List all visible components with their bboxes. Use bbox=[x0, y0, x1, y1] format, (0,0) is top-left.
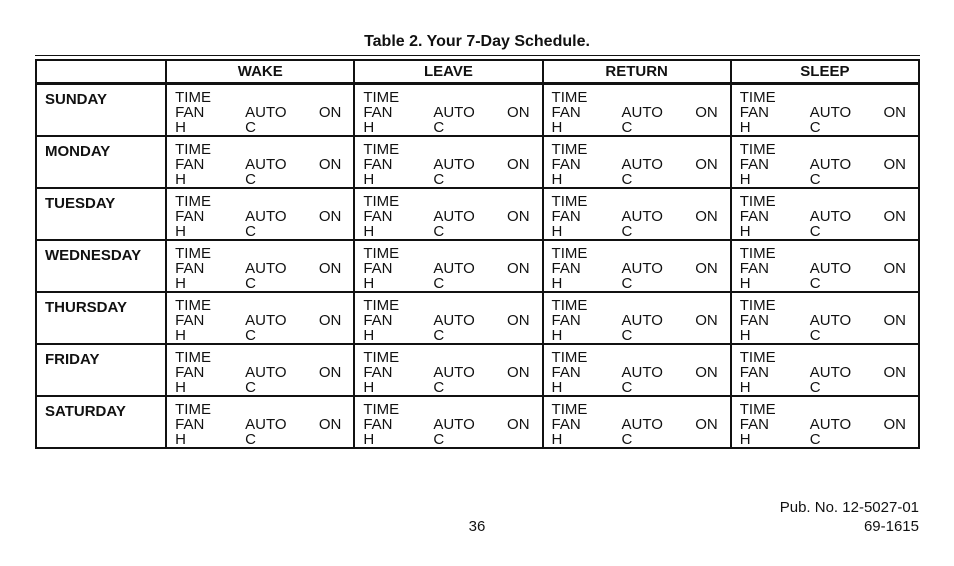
fan-label: FAN bbox=[175, 312, 205, 329]
table-row bbox=[36, 240, 919, 292]
heat-setpoint-label: H bbox=[739, 275, 751, 292]
schedule-cell-wake bbox=[166, 344, 354, 396]
fan-auto-option: AUTO bbox=[809, 312, 852, 329]
heat-setpoint-label: H bbox=[551, 379, 563, 396]
title-rule bbox=[35, 55, 920, 56]
fan-auto-option: AUTO bbox=[245, 364, 287, 381]
heat-setpoint-label: H bbox=[363, 171, 375, 188]
schedule-cell-sleep bbox=[731, 292, 919, 344]
heat-setpoint-label: H bbox=[551, 275, 563, 292]
fan-label: FAN bbox=[551, 208, 581, 225]
time-label: TIME bbox=[739, 297, 776, 314]
time-label: TIME bbox=[363, 141, 400, 158]
schedule-cell-wake bbox=[166, 292, 354, 344]
fan-on-option: ON bbox=[695, 104, 718, 121]
schedule-cell-sleep bbox=[731, 84, 919, 137]
table-title: Table 2. Your 7-Day Schedule. bbox=[364, 33, 590, 50]
fan-on-option: ON bbox=[318, 208, 342, 225]
fan-on-option: ON bbox=[507, 156, 530, 173]
fan-on-option: ON bbox=[883, 312, 906, 329]
day-label: THURSDAY bbox=[45, 299, 127, 316]
heat-setpoint-label: H bbox=[175, 275, 186, 292]
schedule-cell-return bbox=[543, 292, 731, 344]
cool-setpoint-label: C bbox=[621, 119, 633, 136]
schedule-cell-return bbox=[543, 136, 731, 188]
time-label: TIME bbox=[551, 193, 588, 210]
fan-on-option: ON bbox=[318, 416, 342, 433]
day-label: WEDNESDAY bbox=[45, 247, 142, 264]
day-label: TUESDAY bbox=[45, 195, 116, 212]
day-cell bbox=[36, 188, 166, 240]
heat-setpoint-label: H bbox=[175, 119, 186, 136]
heat-setpoint-label: H bbox=[551, 171, 563, 188]
fan-label: FAN bbox=[363, 312, 393, 329]
heat-setpoint-label: H bbox=[551, 327, 563, 344]
time-label: TIME bbox=[739, 349, 776, 366]
schedule-cell-return bbox=[543, 84, 731, 137]
schedule-cell-leave bbox=[354, 344, 542, 396]
heat-setpoint-label: H bbox=[363, 379, 375, 396]
fan-label: FAN bbox=[739, 260, 769, 277]
heat-setpoint-label: H bbox=[739, 171, 751, 188]
schedule-cell-sleep bbox=[731, 136, 919, 188]
fan-auto-option: AUTO bbox=[809, 260, 852, 277]
fan-auto-option: AUTO bbox=[621, 260, 663, 277]
fan-on-option: ON bbox=[695, 208, 718, 225]
time-label: TIME bbox=[551, 401, 588, 418]
fan-label: FAN bbox=[363, 104, 393, 121]
day-cell bbox=[36, 396, 166, 448]
heat-setpoint-label: H bbox=[739, 327, 751, 344]
fan-label: FAN bbox=[551, 312, 581, 329]
fan-label: FAN bbox=[739, 208, 769, 225]
cool-setpoint-label: C bbox=[621, 171, 633, 188]
cool-setpoint-label: C bbox=[433, 431, 445, 448]
heat-setpoint-label: H bbox=[363, 119, 375, 136]
corner-cell bbox=[36, 60, 166, 84]
fan-auto-option: AUTO bbox=[809, 364, 852, 381]
time-label: TIME bbox=[175, 297, 211, 314]
schedule-cell-return bbox=[543, 396, 731, 448]
time-label: TIME bbox=[175, 89, 211, 106]
day-label: SATURDAY bbox=[45, 403, 126, 420]
time-label: TIME bbox=[363, 89, 400, 106]
schedule-cell-return bbox=[543, 240, 731, 292]
schedule-cell-leave bbox=[354, 240, 542, 292]
schedule-cell-leave bbox=[354, 292, 542, 344]
fan-on-option: ON bbox=[318, 260, 342, 277]
cool-setpoint-label: C bbox=[433, 275, 445, 292]
heat-setpoint-label: H bbox=[363, 223, 375, 240]
heat-setpoint-label: H bbox=[551, 223, 563, 240]
fan-label: FAN bbox=[363, 260, 393, 277]
heat-setpoint-label: H bbox=[739, 223, 751, 240]
fan-label: FAN bbox=[363, 156, 393, 173]
fan-auto-option: AUTO bbox=[809, 208, 852, 225]
fan-on-option: ON bbox=[318, 312, 342, 329]
column-header-leave: LEAVE bbox=[354, 60, 542, 84]
schedule-cell-leave bbox=[354, 84, 542, 137]
schedule-cell-leave bbox=[354, 188, 542, 240]
fan-on-option: ON bbox=[507, 208, 530, 225]
fan-label: FAN bbox=[363, 364, 393, 381]
time-label: TIME bbox=[551, 141, 588, 158]
table-row bbox=[36, 136, 919, 188]
doc-number: 69-1615 bbox=[863, 518, 919, 535]
column-header-wake: WAKE bbox=[166, 60, 354, 84]
fan-on-option: ON bbox=[318, 156, 342, 173]
table-row bbox=[36, 292, 919, 344]
time-label: TIME bbox=[175, 141, 211, 158]
cool-setpoint-label: C bbox=[809, 223, 821, 240]
cool-setpoint-label: C bbox=[433, 379, 445, 396]
fan-on-option: ON bbox=[507, 312, 530, 329]
fan-label: FAN bbox=[739, 364, 769, 381]
fan-label: FAN bbox=[739, 312, 769, 329]
fan-auto-option: AUTO bbox=[245, 416, 287, 433]
fan-auto-option: AUTO bbox=[245, 104, 287, 121]
fan-auto-option: AUTO bbox=[433, 364, 475, 381]
table-row bbox=[36, 344, 919, 396]
fan-auto-option: AUTO bbox=[245, 260, 287, 277]
fan-on-option: ON bbox=[883, 364, 906, 381]
schedule-cell-sleep bbox=[731, 344, 919, 396]
header-row bbox=[36, 60, 919, 84]
heat-setpoint-label: H bbox=[363, 431, 375, 448]
fan-on-option: ON bbox=[695, 364, 718, 381]
day-label: FRIDAY bbox=[45, 351, 100, 368]
heat-setpoint-label: H bbox=[363, 275, 375, 292]
schedule-cell-wake bbox=[166, 136, 354, 188]
day-cell bbox=[36, 136, 166, 188]
fan-on-option: ON bbox=[695, 312, 718, 329]
fan-auto-option: AUTO bbox=[621, 156, 663, 173]
fan-on-option: ON bbox=[695, 260, 718, 277]
time-label: TIME bbox=[363, 297, 400, 314]
time-label: TIME bbox=[551, 297, 588, 314]
fan-label: FAN bbox=[551, 364, 581, 381]
day-cell bbox=[36, 344, 166, 396]
fan-on-option: ON bbox=[507, 104, 530, 121]
fan-label: FAN bbox=[739, 104, 769, 121]
cool-setpoint-label: C bbox=[245, 379, 256, 396]
fan-label: FAN bbox=[551, 260, 581, 277]
heat-setpoint-label: H bbox=[739, 119, 751, 136]
heat-setpoint-label: H bbox=[739, 379, 751, 396]
time-label: TIME bbox=[739, 245, 776, 262]
fan-auto-option: AUTO bbox=[433, 260, 475, 277]
pub-number: Pub. No. 12-5027-01 bbox=[779, 499, 919, 516]
heat-setpoint-label: H bbox=[175, 327, 186, 344]
heat-setpoint-label: H bbox=[363, 327, 375, 344]
fan-on-option: ON bbox=[695, 156, 718, 173]
schedule-cell-sleep bbox=[731, 188, 919, 240]
fan-auto-option: AUTO bbox=[245, 156, 287, 173]
cool-setpoint-label: C bbox=[809, 327, 821, 344]
time-label: TIME bbox=[551, 349, 588, 366]
cool-setpoint-label: C bbox=[809, 431, 821, 448]
fan-auto-option: AUTO bbox=[621, 416, 663, 433]
cool-setpoint-label: C bbox=[809, 379, 821, 396]
cool-setpoint-label: C bbox=[621, 275, 633, 292]
time-label: TIME bbox=[739, 401, 776, 418]
cool-setpoint-label: C bbox=[621, 223, 633, 240]
time-label: TIME bbox=[363, 401, 400, 418]
heat-setpoint-label: H bbox=[551, 431, 563, 448]
fan-auto-option: AUTO bbox=[621, 364, 663, 381]
fan-label: FAN bbox=[551, 156, 581, 173]
day-label: MONDAY bbox=[45, 143, 111, 160]
schedule-cell-sleep bbox=[731, 396, 919, 448]
fan-label: FAN bbox=[175, 364, 205, 381]
schedule-table bbox=[35, 59, 920, 449]
fan-auto-option: AUTO bbox=[245, 208, 287, 225]
heat-setpoint-label: H bbox=[175, 171, 186, 188]
heat-setpoint-label: H bbox=[739, 431, 751, 448]
table-row bbox=[36, 188, 919, 240]
fan-auto-option: AUTO bbox=[433, 312, 475, 329]
fan-on-option: ON bbox=[883, 156, 906, 173]
fan-auto-option: AUTO bbox=[809, 156, 852, 173]
cool-setpoint-label: C bbox=[433, 171, 445, 188]
time-label: TIME bbox=[551, 245, 588, 262]
time-label: TIME bbox=[363, 193, 400, 210]
fan-auto-option: AUTO bbox=[621, 208, 663, 225]
cool-setpoint-label: C bbox=[245, 431, 256, 448]
fan-on-option: ON bbox=[507, 364, 530, 381]
day-label: SUNDAY bbox=[45, 91, 107, 108]
schedule-cell-leave bbox=[354, 396, 542, 448]
cool-setpoint-label: C bbox=[245, 223, 256, 240]
fan-auto-option: AUTO bbox=[809, 104, 852, 121]
fan-label: FAN bbox=[175, 208, 205, 225]
fan-auto-option: AUTO bbox=[433, 156, 475, 173]
fan-auto-option: AUTO bbox=[433, 104, 475, 121]
cool-setpoint-label: C bbox=[621, 431, 633, 448]
fan-label: FAN bbox=[363, 208, 393, 225]
fan-auto-option: AUTO bbox=[245, 312, 287, 329]
cool-setpoint-label: C bbox=[809, 275, 821, 292]
schedule-cell-wake bbox=[166, 240, 354, 292]
schedule-cell-wake bbox=[166, 396, 354, 448]
fan-on-option: ON bbox=[507, 416, 530, 433]
fan-label: FAN bbox=[175, 104, 205, 121]
fan-on-option: ON bbox=[883, 104, 906, 121]
time-label: TIME bbox=[739, 141, 776, 158]
cool-setpoint-label: C bbox=[245, 327, 256, 344]
column-header-return: RETURN bbox=[543, 60, 731, 84]
schedule-cell-sleep bbox=[731, 240, 919, 292]
fan-on-option: ON bbox=[318, 364, 342, 381]
fan-on-option: ON bbox=[507, 260, 530, 277]
schedule-cell-return bbox=[543, 344, 731, 396]
time-label: TIME bbox=[363, 245, 400, 262]
day-cell bbox=[36, 240, 166, 292]
cool-setpoint-label: C bbox=[433, 327, 445, 344]
fan-label: FAN bbox=[551, 416, 581, 433]
table-row bbox=[36, 84, 919, 137]
fan-on-option: ON bbox=[883, 260, 906, 277]
fan-auto-option: AUTO bbox=[433, 416, 475, 433]
time-label: TIME bbox=[551, 89, 588, 106]
fan-label: FAN bbox=[739, 156, 769, 173]
time-label: TIME bbox=[175, 193, 211, 210]
fan-label: FAN bbox=[175, 416, 205, 433]
schedule-cell-wake bbox=[166, 188, 354, 240]
column-header-sleep: SLEEP bbox=[731, 60, 919, 84]
fan-on-option: ON bbox=[318, 104, 342, 121]
heat-setpoint-label: H bbox=[551, 119, 563, 136]
fan-auto-option: AUTO bbox=[433, 208, 475, 225]
table-row bbox=[36, 396, 919, 448]
fan-auto-option: AUTO bbox=[621, 312, 663, 329]
fan-auto-option: AUTO bbox=[809, 416, 852, 433]
fan-on-option: ON bbox=[883, 208, 906, 225]
cool-setpoint-label: C bbox=[621, 327, 633, 344]
fan-label: FAN bbox=[739, 416, 769, 433]
schedule-cell-return bbox=[543, 188, 731, 240]
cool-setpoint-label: C bbox=[433, 119, 445, 136]
cool-setpoint-label: C bbox=[621, 379, 633, 396]
time-label: TIME bbox=[175, 349, 211, 366]
fan-auto-option: AUTO bbox=[621, 104, 663, 121]
fan-label: FAN bbox=[175, 260, 205, 277]
day-cell bbox=[36, 84, 166, 137]
cool-setpoint-label: C bbox=[245, 119, 256, 136]
fan-label: FAN bbox=[363, 416, 393, 433]
cool-setpoint-label: C bbox=[809, 119, 821, 136]
time-label: TIME bbox=[175, 245, 211, 262]
cool-setpoint-label: C bbox=[245, 275, 256, 292]
day-cell bbox=[36, 292, 166, 344]
schedule-cell-wake bbox=[166, 84, 354, 137]
fan-label: FAN bbox=[551, 104, 581, 121]
heat-setpoint-label: H bbox=[175, 379, 186, 396]
time-label: TIME bbox=[739, 89, 776, 106]
fan-label: FAN bbox=[175, 156, 205, 173]
heat-setpoint-label: H bbox=[175, 223, 186, 240]
fan-on-option: ON bbox=[695, 416, 718, 433]
publication-info bbox=[780, 498, 919, 536]
page-number: 36 bbox=[468, 518, 486, 535]
cool-setpoint-label: C bbox=[809, 171, 821, 188]
heat-setpoint-label: H bbox=[175, 431, 186, 448]
cool-setpoint-label: C bbox=[245, 171, 256, 188]
schedule-cell-leave bbox=[354, 136, 542, 188]
fan-on-option: ON bbox=[883, 416, 906, 433]
time-label: TIME bbox=[363, 349, 400, 366]
time-label: TIME bbox=[175, 401, 211, 418]
cool-setpoint-label: C bbox=[433, 223, 445, 240]
time-label: TIME bbox=[739, 193, 776, 210]
